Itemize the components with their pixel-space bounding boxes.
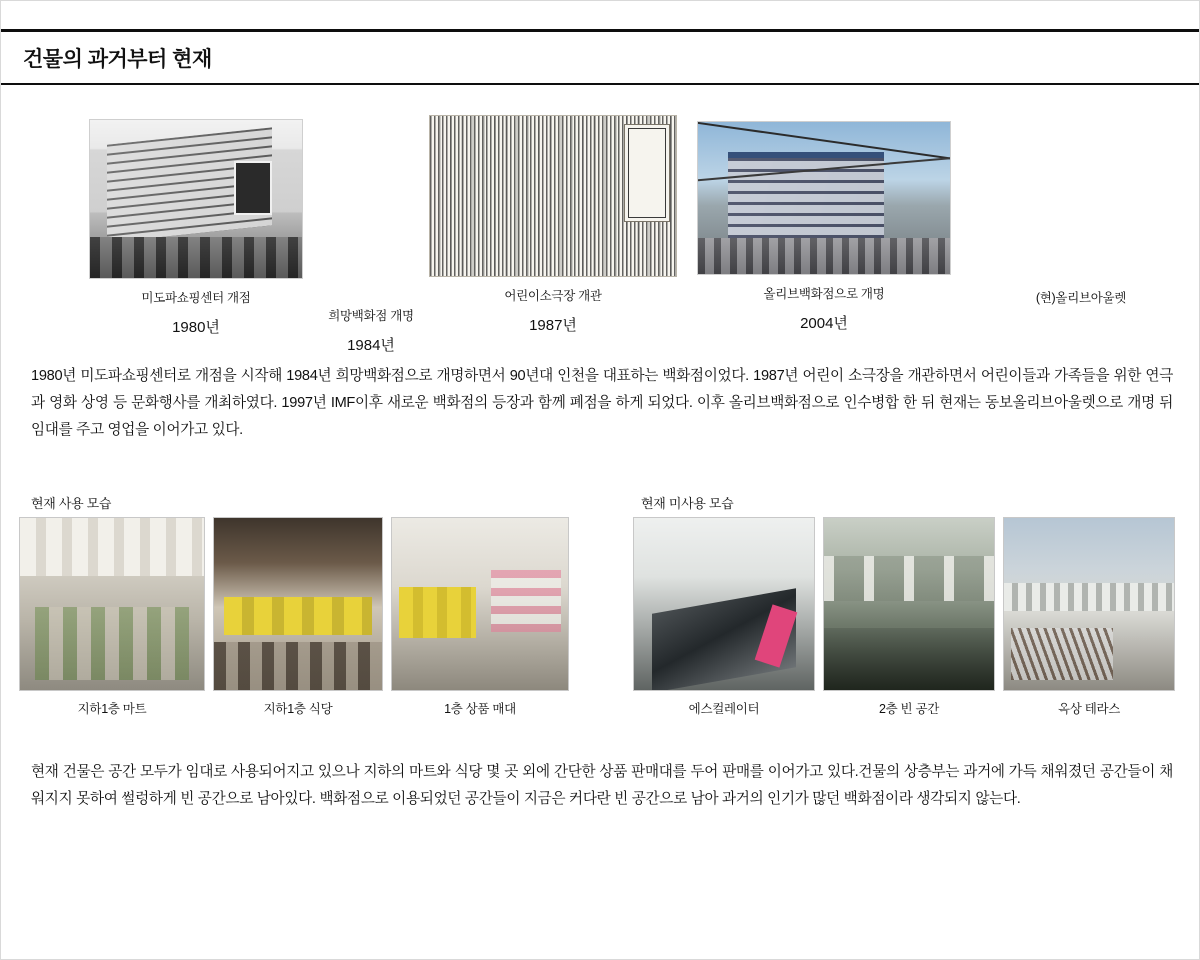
old-department-store-bw-photo bbox=[89, 119, 303, 279]
olive-department-store-color-photo bbox=[697, 121, 951, 275]
gallery-caption: 옥상 테라스 bbox=[1057, 702, 1121, 716]
history-paragraph: 1980년 미도파쇼핑센터로 개점을 시작해 1984년 희망백화점으로 개명하면서 90년대 인천을 대표하는 백화점이었다. 1987년 어린이 소극장을 개관하면서 어린이들과 가족들을 위한 연극과 영화 상영 등 문화행사를 개최하였다. 1997년 IMF이후 새로운 백화점의 등장과 함께 폐점을 하게 되었다. 이후 올리브백화점으로 인수병합 한 뒤 현재는 동보올리브아울렛으로 개명 뒤 임대를 주고 영업을 이어가고 있다. bbox=[31, 368, 1173, 438]
rooftop-terrace-photo bbox=[1003, 517, 1175, 691]
basement-mart-photo bbox=[19, 517, 205, 691]
gallery-caption: 지하1층 식당 bbox=[263, 702, 333, 716]
history-year: 2004년 bbox=[800, 315, 848, 332]
history-year: 1984년 bbox=[347, 337, 395, 354]
gallery-item bbox=[633, 517, 815, 717]
gallery-caption: 2층 빈 공간 bbox=[878, 702, 940, 716]
power-line-icon bbox=[697, 156, 951, 182]
gallery-caption: 1층 상품 매대 bbox=[444, 702, 516, 716]
gallery-item bbox=[1003, 517, 1175, 717]
history-item bbox=[429, 115, 677, 335]
escalator-photo bbox=[633, 517, 815, 691]
first-floor-sales-stand-photo bbox=[391, 517, 569, 691]
history-caption: (현)올리브아울렛 bbox=[1035, 291, 1127, 305]
page-header bbox=[1, 29, 1199, 85]
second-floor-empty-space-photo bbox=[823, 517, 995, 691]
gallery-item bbox=[213, 517, 383, 717]
current-paragraph: 현재 건물은 공간 모두가 임대로 사용되어지고 있으나 지하의 마트와 식당 몇 곳 외에 간단한 상품 판매대를 두어 판매를 이어가고 있다.건물의 상층부는 과거에 가득 채워졌던 공간들이 채워지지 못하여 썰렁하게 빈 공간으로 남아있다. 백화점으로 이용되었던 공간들이 지금은 커다란 빈 공간으로 남아 과거의 인기가 많던 백화점이라 생각되지 않는다. bbox=[31, 764, 1173, 807]
power-line-icon bbox=[697, 121, 951, 162]
history-caption: 미도파쇼핑센터 개점 bbox=[141, 291, 251, 305]
history-caption: 어린이소극장 개관 bbox=[504, 289, 602, 303]
history-year: 1987년 bbox=[529, 317, 577, 334]
gallery-used bbox=[19, 517, 569, 717]
gallery-label-unused: 현재 미사용 모습 bbox=[641, 496, 734, 511]
basement-restaurant-photo bbox=[213, 517, 383, 691]
history-year: 1980년 bbox=[172, 319, 220, 336]
history-timeline bbox=[1, 101, 1199, 354]
gallery-item bbox=[391, 517, 569, 717]
gallery-item bbox=[19, 517, 205, 717]
history-item bbox=[697, 121, 951, 333]
gallery-unused bbox=[633, 517, 1175, 717]
building-signboard-icon bbox=[234, 161, 272, 215]
history-item bbox=[89, 119, 303, 337]
history-caption: 올리브백화점으로 개명 bbox=[763, 287, 885, 301]
gallery-item bbox=[823, 517, 995, 717]
history-caption: 희망백화점 개명 bbox=[328, 309, 414, 323]
gallery-label-used: 현재 사용 모습 bbox=[31, 496, 112, 511]
history-item bbox=[1001, 279, 1161, 306]
page-title: 건물의 과거부터 현재 bbox=[23, 47, 212, 71]
gallery-caption: 에스컬레이터 bbox=[688, 702, 760, 716]
gallery-caption: 지하1층 마트 bbox=[77, 702, 147, 716]
newspaper-clipping-photo bbox=[429, 115, 677, 277]
